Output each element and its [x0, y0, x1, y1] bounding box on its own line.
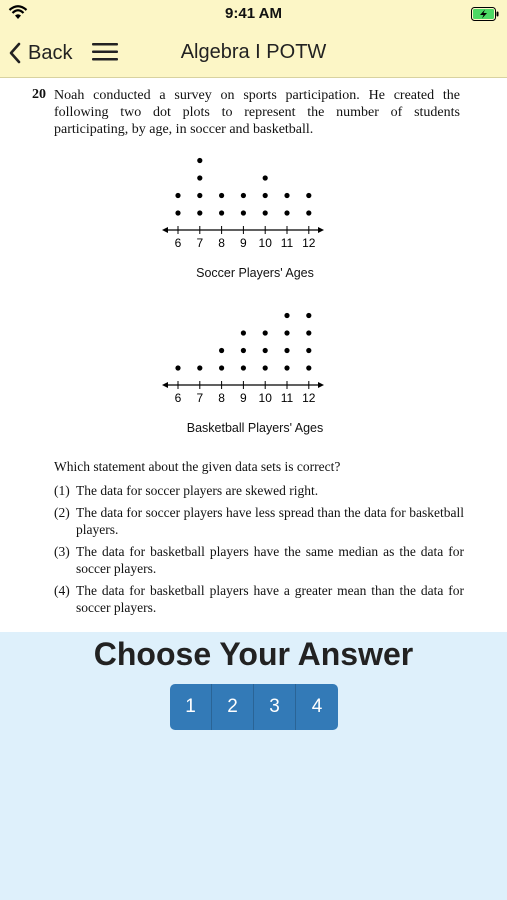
choice-number: (2) [54, 505, 70, 520]
choice-number: (4) [54, 583, 70, 598]
answer-button-2[interactable]: 2 [212, 684, 254, 730]
data-dot [175, 210, 180, 215]
tick-label: 6 [174, 391, 182, 405]
axis-arrow-left [162, 382, 168, 388]
soccer-plot-caption: Soccer Players' Ages [196, 266, 314, 280]
question-text: Noah conducted a survey on sports participation. He created the following two dot plots to represent the number of students participating, by age, in soccer and basketball. [54, 88, 460, 137]
data-dot [284, 313, 289, 318]
answer-title: Choose Your Answer [93, 636, 414, 672]
question-card [0, 79, 507, 632]
data-dot [263, 365, 268, 370]
data-dot [284, 330, 289, 335]
data-dot [284, 365, 289, 370]
tick-label: 11 [280, 236, 294, 250]
data-dot [263, 193, 268, 198]
question-number: 20 [32, 87, 46, 102]
tick-label: 9 [240, 236, 247, 250]
choice-text: The data for basketball players have a greater mean than the data for soccer players. [76, 583, 464, 615]
choice-2 [54, 504, 464, 538]
data-dot [197, 210, 202, 215]
tick-label: 12 [302, 236, 316, 250]
data-dot [306, 365, 311, 370]
data-dot [175, 365, 180, 370]
data-dot [306, 210, 311, 215]
data-dot [219, 210, 224, 215]
choice-1 [54, 482, 464, 499]
choice-text: The data for basketball players have the same median as the data for soccer players. [76, 544, 464, 576]
battery-charging-icon [471, 7, 499, 21]
data-dot [263, 348, 268, 353]
choice-text: The data for soccer players are skewed right. [76, 483, 319, 498]
data-dot [197, 175, 202, 180]
nav-title: Algebra I POTW [180, 41, 327, 63]
tick-label: 8 [218, 391, 225, 405]
data-dot [219, 365, 224, 370]
data-dot [241, 365, 246, 370]
tick-label: 7 [196, 391, 204, 405]
data-dot [197, 158, 202, 163]
data-dot [284, 210, 289, 215]
data-dot [219, 348, 224, 353]
answer-button-4[interactable]: 4 [296, 684, 338, 730]
tick-label: 10 [258, 391, 272, 405]
axis-arrow-right [318, 382, 324, 388]
tick-label: 12 [302, 391, 316, 405]
data-dot [241, 210, 246, 215]
tick-label: 9 [240, 391, 247, 405]
nav-bar [0, 28, 507, 78]
back-label: Back [28, 41, 73, 64]
data-dot [306, 330, 311, 335]
data-dot [197, 193, 202, 198]
data-dot [219, 193, 224, 198]
choice-4 [54, 582, 464, 616]
data-dot [241, 348, 246, 353]
data-dot [306, 348, 311, 353]
data-dot [241, 193, 246, 198]
answer-area [0, 632, 507, 900]
basketball-plot-caption: Basketball Players' Ages [186, 421, 324, 435]
answer-button-1[interactable]: 1 [170, 684, 212, 730]
tick-label: 6 [174, 236, 182, 250]
choice-number: (1) [54, 483, 70, 498]
axis-arrow-right [318, 227, 324, 233]
choice-text: The data for soccer players have less spread than the data for basketball players. [76, 505, 464, 537]
tick-label: 8 [218, 236, 225, 250]
data-dot [306, 193, 311, 198]
data-dot [175, 193, 180, 198]
data-dot [284, 193, 289, 198]
soccer-dot-plot [160, 154, 330, 254]
tick-label: 7 [196, 236, 204, 250]
data-dot [263, 210, 268, 215]
basketball-dot-plot [160, 309, 330, 409]
status-time: 9:41 AM [225, 5, 282, 22]
tick-label: 10 [258, 236, 272, 250]
data-dot [197, 365, 202, 370]
data-dot [284, 348, 289, 353]
data-dot [263, 330, 268, 335]
data-dot [306, 313, 311, 318]
choice-number: (3) [54, 544, 70, 559]
question-prompt: Which statement about the given data sets is correct? [54, 459, 341, 474]
status-bar [0, 0, 507, 28]
data-dot [241, 330, 246, 335]
answer-button-3[interactable]: 3 [254, 684, 296, 730]
axis-arrow-left [162, 227, 168, 233]
choice-3 [54, 543, 464, 577]
data-dot [263, 175, 268, 180]
tick-label: 11 [280, 391, 294, 405]
answer-button-group [170, 684, 338, 730]
